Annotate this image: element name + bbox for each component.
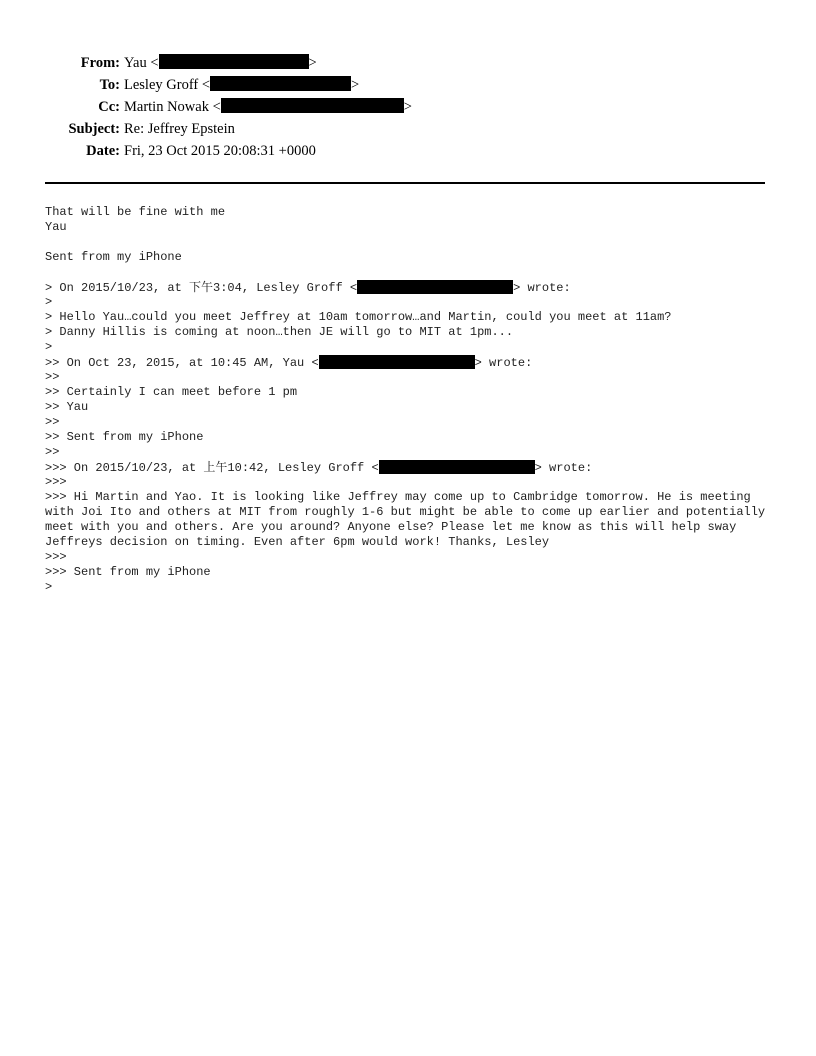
blank-line <box>45 235 775 250</box>
body-line: >> Yau <box>45 400 89 414</box>
body-line: > <box>45 340 53 354</box>
from-label: From: <box>80 55 120 71</box>
email-body <box>45 205 775 595</box>
redaction-box <box>319 355 475 369</box>
date-row <box>0 140 816 162</box>
body-line: That will be fine with me <box>45 205 226 219</box>
body-line: >> <box>45 370 60 384</box>
redaction-box <box>221 98 404 113</box>
body-line: >> Sent from my iPhone <box>45 430 204 444</box>
header-divider <box>45 182 765 184</box>
attribution-text: >> On Oct 23, 2015, at 10:45 AM, Yau < <box>45 356 319 370</box>
attribution-end: > wrote: <box>513 281 571 295</box>
body-line: > Danny Hillis is coming at noon…then JE will go to MIT at 1pm... <box>45 325 514 339</box>
to-row <box>0 74 816 96</box>
quote-attribution <box>45 460 775 475</box>
to-close: > <box>351 77 360 93</box>
attribution-end: > wrote: <box>474 356 533 370</box>
body-line: > <box>45 580 53 594</box>
quote-attribution <box>45 355 775 370</box>
body-line: Yau <box>45 220 67 234</box>
body-line: > <box>45 295 53 309</box>
attribution-text: >>> On 2015/10/23, at 上午10:42, Lesley Groff < <box>45 461 379 475</box>
date-label: Date: <box>86 143 120 159</box>
body-line: Sent from my iPhone <box>45 250 182 264</box>
email-header <box>0 52 816 162</box>
cc-name: Martin Nowak < <box>124 99 221 115</box>
body-line: >>> Sent from my iPhone <box>45 565 211 579</box>
date-value: Fri, 23 Oct 2015 20:08:31 +0000 <box>124 143 316 159</box>
cc-row <box>0 96 816 118</box>
to-name: Lesley Groff < <box>124 77 211 93</box>
body-line: >> <box>45 415 60 429</box>
cc-value <box>124 96 412 118</box>
body-line: > Hello Yau…could you meet Jeffrey at 10am tomorrow…and Martin, could you meet at 11am? <box>45 310 672 324</box>
from-close: > <box>308 55 317 71</box>
body-line: >> Certainly I can meet before 1 pm <box>45 385 298 399</box>
from-value <box>124 52 317 74</box>
cc-label: Cc: <box>98 99 120 115</box>
subject-label: Subject: <box>68 121 120 137</box>
redaction-box <box>210 76 351 91</box>
from-name: Yau < <box>124 55 159 71</box>
quote-attribution <box>45 280 775 295</box>
to-value <box>124 74 359 96</box>
body-line: >>> <box>45 475 67 489</box>
blank-line <box>45 265 775 280</box>
attribution-text: > On 2015/10/23, at 下午3:04, Lesley Groff < <box>45 281 358 295</box>
subject-value: Re: Jeffrey Epstein <box>124 121 235 137</box>
cc-close: > <box>403 99 412 115</box>
body-line: >>> <box>45 550 67 564</box>
subject-row <box>0 118 816 140</box>
redaction-box <box>357 280 513 294</box>
from-row <box>0 52 816 74</box>
body-line: >> <box>45 445 60 459</box>
redaction-box <box>379 460 535 474</box>
to-label: To: <box>99 77 120 93</box>
redaction-box <box>159 54 309 69</box>
body-paragraph: >>> Hi Martin and Yao. It is looking like Jeffrey may come up to Cambridge tomorrow. He is meeting with Joi Ito and others at MIT from roughly 1-6 but might be able to come up earlier and potentially meet with you and others. Are you around? Anyone else? Please let me know as this will help sway Jeffreys decision on timing. Even after 6pm would work! Thanks, Lesley <box>45 490 766 549</box>
attribution-end: > wrote: <box>534 461 593 475</box>
